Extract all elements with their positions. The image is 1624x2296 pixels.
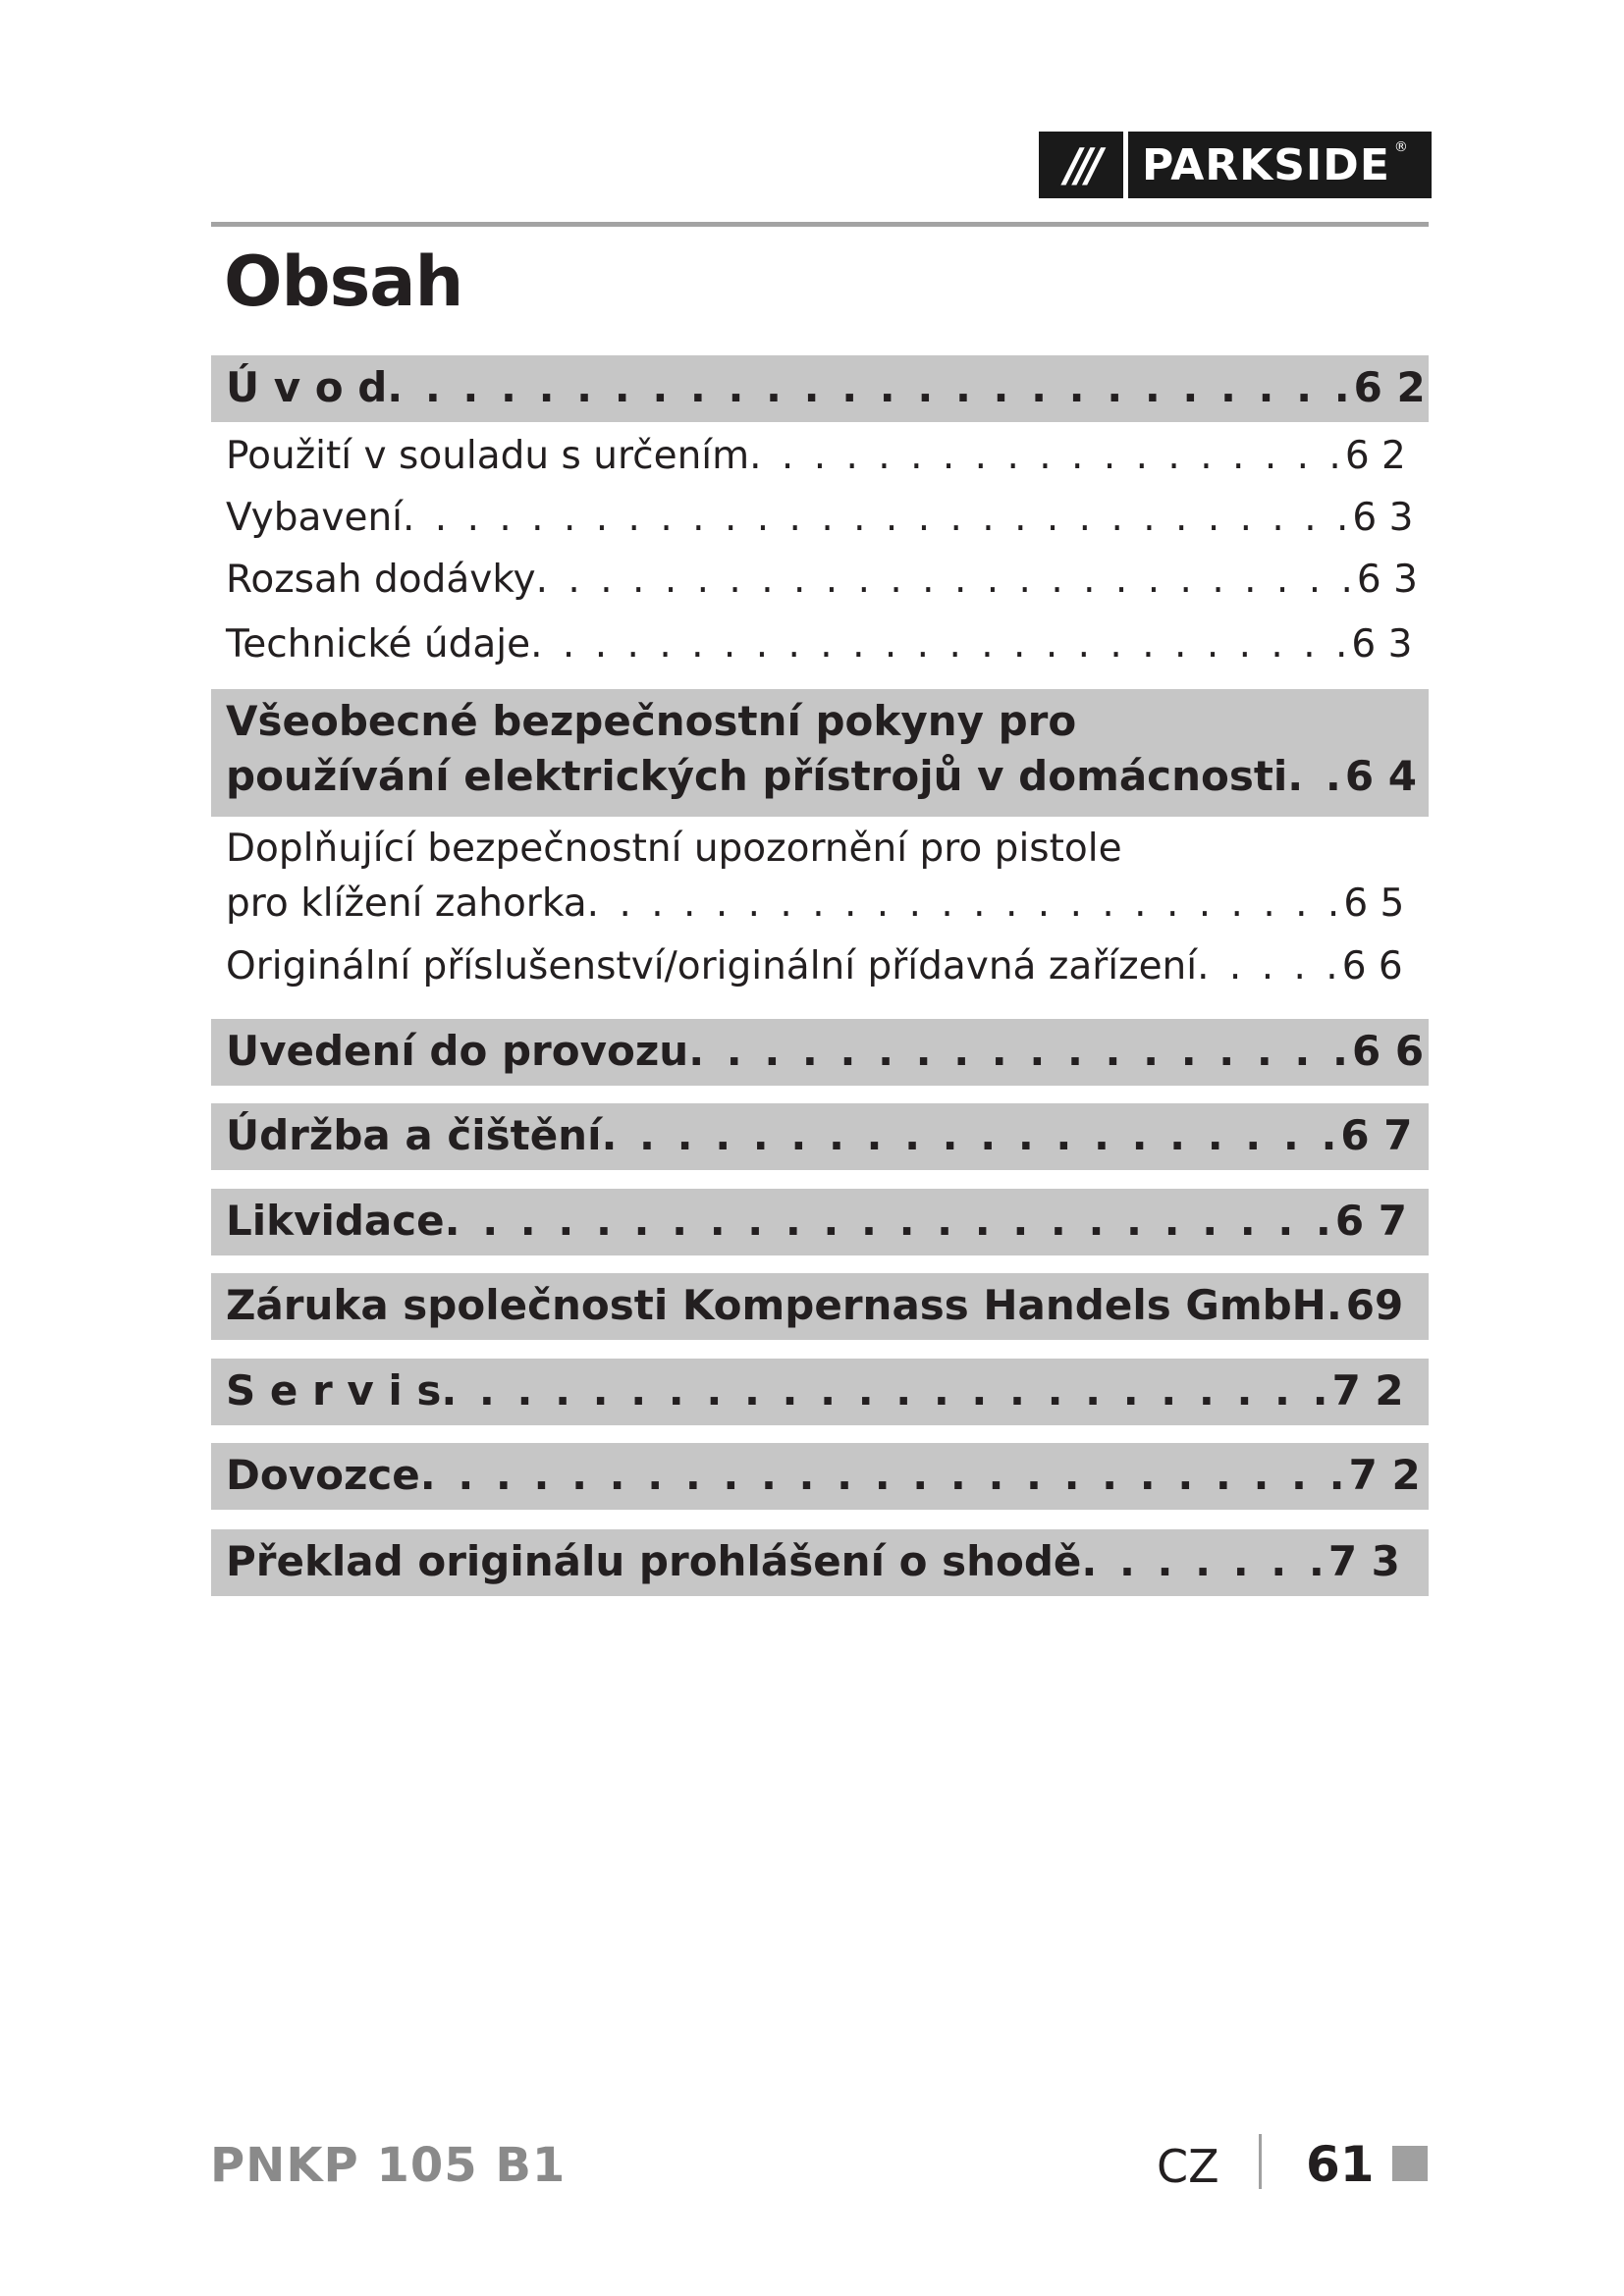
toc-entry-leader: . . . . . [1197,944,1342,988]
toc-entry-page: 6 4 [1344,752,1417,800]
toc-entry-leader: . . . . . . . . . . . . . . . . . . . . . . . . . . [530,622,1352,667]
logo-registered-mark: ® [1393,139,1408,155]
toc-entry-leader: . . . . . . . . . . . . . . . . . . . . . . . . . . [387,363,1354,411]
toc-entry-zaruka[interactable] [211,1273,1429,1340]
toc-entry-page: 6 3 [1352,496,1414,540]
toc-entry-leader: . . . . . . . . . . . . . . . . . . . . . . . . . . . . . . [403,496,1353,540]
toc-entry-dovozce[interactable] [211,1443,1429,1510]
toc-entry-page: 6 7 [1334,1197,1407,1245]
toc-entry-label: Záruka společnosti Kompernass Handels GmbH [226,1281,1326,1329]
logo-brand-name: PARKSIDE [1142,139,1390,190]
toc-entry-label: Dovozce [226,1451,420,1499]
toc-entry-servis[interactable] [211,1359,1429,1425]
toc-entry-page: 7 2 [1348,1451,1421,1499]
parkside-logo [1039,132,1432,198]
toc-entry-pouziti[interactable] [211,432,1429,481]
toc-entry-leader: . . . . . . . . . . . . . . . . . . . . . . . . . . [535,558,1357,602]
toc-entry-vybaveni[interactable] [211,494,1429,543]
toc-entry-label: Použití v souladu s určením [226,434,750,478]
toc-entry-page: 6 5 [1343,881,1405,926]
toc-entry-label: Údržba a čištění [226,1111,602,1159]
toc-entry-technicke-udaje[interactable] [211,620,1429,669]
footer-language-code: CZ [1157,2140,1219,2193]
toc-entry-leader: . . . . . . . . . . . . . . . . . . . [749,434,1345,478]
toc-entry-page: 6 3 [1356,558,1418,602]
toc-entry-preklad-prohlaseni[interactable] [211,1529,1429,1596]
toc-entry-vseobecne-bezpecnostni-pokyny[interactable] [211,689,1429,817]
toc-entry-leader: . . . . . . . . . . . . . . . . . . . . . . . . [444,1197,1335,1245]
footer-model-number: PNKP 105 B1 [210,2138,567,2193]
toc-entry-label: Překlad originálu prohlášení o shodě [226,1537,1082,1585]
toc-entry-label: Originální příslušenství/originální přídavná zařízení [226,944,1198,988]
toc-entry-leader: . . . . . . . . . . . . . . . . . . . . . . . . [586,881,1344,926]
toc-entry-leader: . . . . . . . . . . . . . . . . . . . . [601,1111,1341,1159]
toc-entry-label: S e r v i s [226,1366,442,1415]
toc-entry-page: 69 [1345,1281,1404,1329]
toc-entry-leader: . . . . . . . . . . . . . . . . . . . . . . . . . [419,1451,1349,1499]
toc-entry-page: 6 7 [1340,1111,1413,1159]
toc-entry-label-line2: pro klížení zahorka [226,881,587,926]
toc-entry-label: Doplňující bezpečnostní upozornění pro pistole [226,827,1122,871]
toc-entry-label: Rozsah dodávky [226,558,536,602]
toc-entry-label: Likvidace [226,1197,445,1245]
header-rule [211,222,1429,227]
toc-entry-leader: . [1326,1281,1346,1329]
toc-entry-page: 6 6 [1341,944,1403,988]
toc-entry-leader: . . . . . . . . . . . . . . . . . . . . . . . . [441,1366,1332,1415]
toc-entry-label: Vybavení [226,496,403,540]
footer-divider [1259,2134,1262,2189]
toc-entry-label: Uvedení do provozu [226,1027,689,1075]
toc-entry-leader: . . . . . . . . . . . . . . . . . . [688,1027,1352,1075]
footer-page-number: 61 [1306,2136,1375,2193]
toc-entry-page: 7 3 [1327,1537,1400,1585]
toc-entry-page: 6 3 [1351,622,1413,667]
toc-entry-likvidace[interactable] [211,1189,1429,1255]
toc-entry-label: Ú v o d [226,363,388,411]
toc-entry-page: 6 2 [1344,434,1406,478]
toc-entry-label: Technické údaje [226,622,531,667]
toc-entry-label-line2: používání elektrických přístrojů v domácnosti [226,752,1288,800]
page-title: Obsah [224,241,463,322]
logo-slashes: /// [1064,138,1098,191]
toc-entry-rozsah-dodavky[interactable] [211,556,1429,605]
toc-entry-label: Všeobecné bezpečnostní pokyny pro [226,697,1077,745]
toc-entry-page: 6 6 [1351,1027,1425,1075]
toc-entry-udrzba-a-cisteni[interactable] [211,1103,1429,1170]
toc-entry-uvedeni-do-provozu[interactable] [211,1019,1429,1086]
toc-entry-originalni-prislusenstvi[interactable] [211,942,1429,991]
toc-entry-doplnujici-upozorneni[interactable] [211,823,1429,933]
footer-square-marker [1392,2146,1428,2181]
toc-entry-page: 7 2 [1331,1366,1404,1415]
toc-entry-leader: . . . . . . . [1081,1537,1328,1585]
toc-entry-uvod[interactable] [211,355,1429,422]
toc-entry-page: 6 2 [1353,363,1426,411]
toc-entry-leader: . . [1287,752,1345,800]
